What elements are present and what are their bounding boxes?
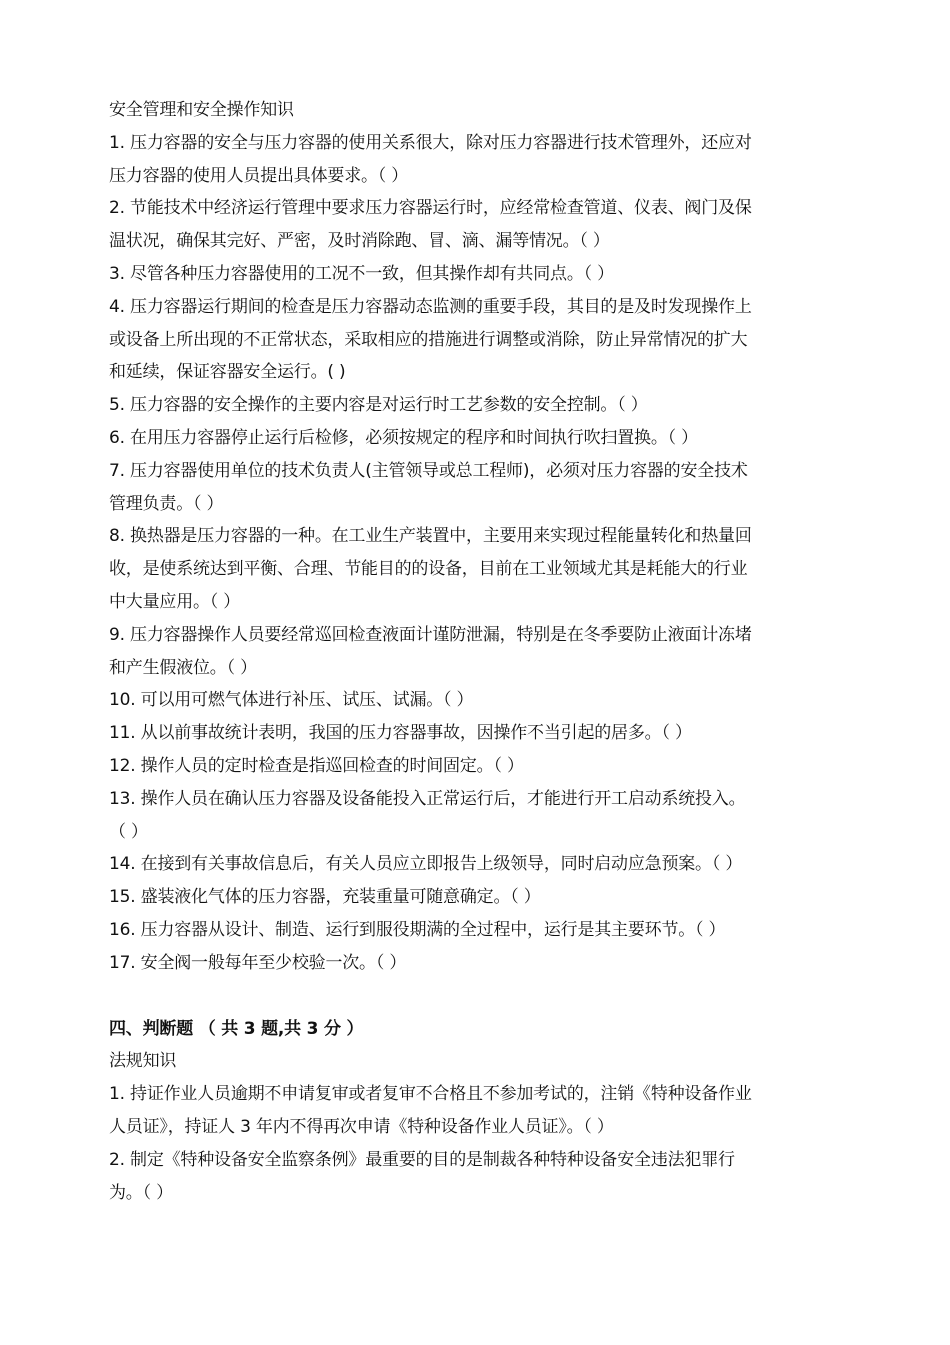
question-line: 为。（ ） [109,1182,173,1203]
question-line: （ ） [109,821,148,842]
question-line: 2. 制定《特种设备安全监察条例》最重要的目的是制裁各种特种设备安全违法犯罪行 [109,1149,735,1170]
section-heading-safety: 安全管理和安全操作知识 [109,100,294,120]
question-line: 1. 压力容器的安全与压力容器的使用关系很大，除对压力容器进行技术管理外，还应对 [109,132,752,153]
question-line: 或设备上所出现的不正常状态，采取相应的措施进行调整或消除，防止异常情况的扩大 [109,329,748,350]
question-list-regulations [109,1078,845,1209]
question-line: 10. 可以用可燃气体进行补压、试压、试漏。（ ） [109,690,474,711]
question-line: 6. 在用压力容器停止运行后检修，必须按规定的程序和时间执行吹扫置换。（ ） [109,427,698,448]
section-heading-regulations: 法规知识 [109,1051,177,1072]
question-line: 14. 在接到有关事故信息后，有关人员应立即报告上级领导，同时启动应急预案。（ ） [109,854,743,875]
question-line: 12. 操作人员的定时检查是指巡回检查的时间固定。（ ） [109,755,524,776]
question-line: 4. 压力容器运行期间的检查是压力容器动态监测的重要手段，其目的是及时发现操作上 [109,296,752,317]
section-title-judgement: 四、判断题 （ 共 3 题,共 3 分 ） [109,1018,364,1039]
question-line: 17. 安全阀一般每年至少校验一次。（ ） [109,952,407,973]
question-line: 5. 压力容器的安全操作的主要内容是对运行时工艺参数的安全控制。（ ） [109,395,648,416]
question-line: 16. 压力容器从设计、制造、运行到服役期满的全过程中，运行是其主要环节。（ ） [109,919,726,940]
question-line: 人员证》，持证人 3 年内不得再次申请《特种设备作业人员证》。（ ） [109,1116,614,1137]
question-line: 压力容器的使用人员提出具体要求。（ ） [109,165,409,186]
question-line: 15. 盛装液化气体的压力容器，充装重量可随意确定。（ ） [109,887,541,908]
question-line: 7. 压力容器使用单位的技术负责人(主管领导或总工程师)，必须对压力容器的安全技术 [109,460,748,481]
question-line: 和延续，保证容器安全运行。( ) [109,362,346,383]
question-line: 9. 压力容器操作人员要经常巡回检查液面计谨防泄漏，特别是在冬季要防止液面计冻堵 [109,624,752,645]
section-gap [109,980,845,1013]
question-line: 11. 从以前事故统计表明，我国的压力容器事故，因操作不当引起的居多。（ ） [109,723,692,744]
question-list-safety [109,127,845,980]
question-line: 13. 操作人员在确认压力容器及设备能投入正常运行后，才能进行开工启动系统投入。 [109,788,746,809]
question-line: 收，是使系统达到平衡、合理、节能目的的设备，目前在工业领域尤其是耗能大的行业 [109,559,748,580]
question-line: 1. 持证作业人员逾期不申请复审或者复审不合格且不参加考试的，注销《特种设备作业 [109,1084,752,1105]
question-line: 中大量应用。（ ） [109,591,241,612]
question-line: 管理负责。（ ） [109,493,224,514]
question-line: 和产生假液位。（ ） [109,657,257,678]
question-line: 3. 尽管各种压力容器使用的工况不一致，但其操作却有共同点。（ ） [109,263,614,284]
question-line: 温状况，确保其完好、严密，及时消除跑、冒、滴、漏等情况。（ ） [109,231,610,252]
document-page [109,94,845,1209]
question-line: 8. 换热器是压力容器的一种。在工业生产装置中，主要用来实现过程能量转化和热量回 [109,526,752,547]
question-line: 2. 节能技术中经济运行管理中要求压力容器运行时，应经常检查管道、仪表、阀门及保 [109,198,752,219]
